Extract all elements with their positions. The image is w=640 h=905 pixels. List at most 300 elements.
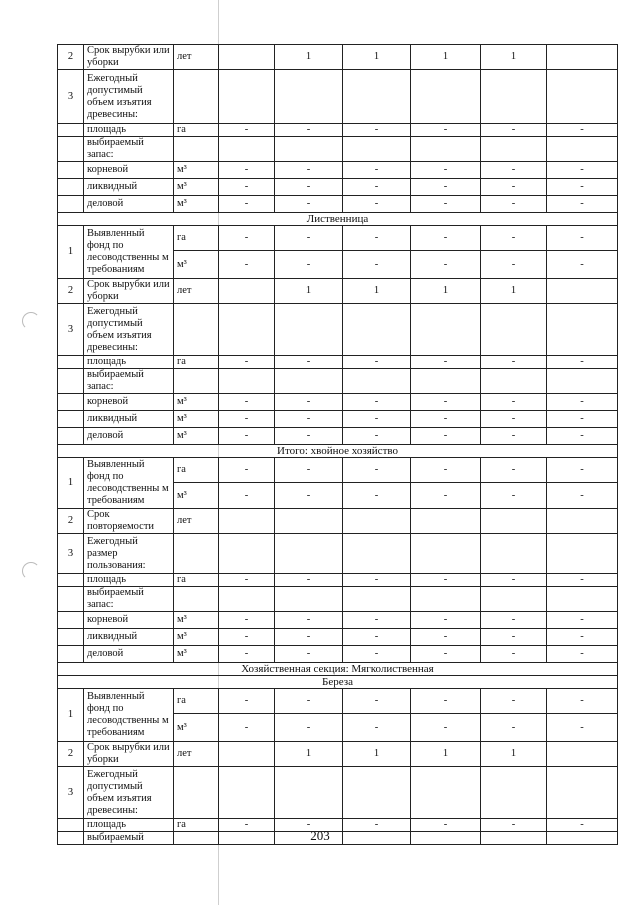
- table-row: [58, 279, 618, 304]
- row-number-cell: [58, 369, 84, 394]
- value-cell: [219, 369, 275, 394]
- value-cell: 1: [411, 45, 481, 70]
- row-number-cell: [58, 646, 84, 663]
- table-row: [58, 742, 618, 767]
- value-cell: -: [547, 226, 618, 251]
- value-cell: [219, 304, 275, 356]
- value-cell: [219, 767, 275, 819]
- indicator-name-cell: площадь: [84, 356, 174, 369]
- value-cell: [547, 509, 618, 534]
- value-cell: 1: [275, 45, 343, 70]
- value-cell: -: [411, 196, 481, 213]
- unit-cell: га: [174, 574, 219, 587]
- value-cell: [547, 304, 618, 356]
- value-cell: -: [343, 428, 411, 445]
- table-row: [58, 137, 618, 162]
- row-number-cell: [58, 196, 84, 213]
- value-cell: -: [219, 411, 275, 428]
- value-cell: -: [343, 179, 411, 196]
- value-cell: -: [275, 162, 343, 179]
- indicator-name-cell: Выявленный фонд по лесоводственны м требованиям: [84, 689, 174, 742]
- value-cell: -: [275, 819, 343, 832]
- value-cell: -: [481, 428, 547, 445]
- value-cell: -: [411, 411, 481, 428]
- unit-cell: лет: [174, 279, 219, 304]
- indicator-name-cell: площадь: [84, 819, 174, 832]
- value-cell: -: [343, 714, 411, 742]
- value-cell: [547, 767, 618, 819]
- value-cell: [343, 137, 411, 162]
- value-cell: 1: [343, 742, 411, 767]
- page-number: 203: [310, 828, 330, 843]
- value-cell: -: [275, 714, 343, 742]
- unit-cell: лет: [174, 45, 219, 70]
- value-cell: [481, 767, 547, 819]
- table-row: [58, 304, 618, 356]
- value-cell: -: [547, 196, 618, 213]
- unit-cell: м³: [174, 714, 219, 742]
- value-cell: -: [411, 458, 481, 483]
- value-cell: [411, 137, 481, 162]
- value-cell: [275, 304, 343, 356]
- indicator-name-cell: Ежегодный допустимый объем изъятия древесины:: [84, 304, 174, 356]
- value-cell: 1: [481, 742, 547, 767]
- value-cell: [481, 137, 547, 162]
- value-cell: -: [411, 428, 481, 445]
- unit-cell: [174, 767, 219, 819]
- value-cell: -: [275, 124, 343, 137]
- value-cell: [481, 304, 547, 356]
- value-cell: -: [481, 162, 547, 179]
- value-cell: -: [481, 394, 547, 411]
- value-cell: -: [219, 162, 275, 179]
- value-cell: -: [481, 819, 547, 832]
- value-cell: -: [547, 394, 618, 411]
- value-cell: -: [481, 251, 547, 279]
- value-cell: -: [481, 458, 547, 483]
- value-cell: -: [219, 356, 275, 369]
- unit-cell: м³: [174, 162, 219, 179]
- value-cell: [547, 742, 618, 767]
- indicator-name-cell: площадь: [84, 574, 174, 587]
- value-cell: [411, 767, 481, 819]
- row-number-cell: 1: [58, 458, 84, 509]
- value-cell: -: [343, 458, 411, 483]
- value-cell: [343, 509, 411, 534]
- value-cell: [275, 587, 343, 612]
- value-cell: -: [275, 483, 343, 509]
- indicator-name-cell: Выявленный фонд по лесоводственны м требованиям: [84, 458, 174, 509]
- value-cell: -: [275, 646, 343, 663]
- value-cell: [547, 534, 618, 574]
- unit-cell: м³: [174, 179, 219, 196]
- unit-cell: [174, 534, 219, 574]
- value-cell: -: [343, 629, 411, 646]
- value-cell: [343, 587, 411, 612]
- value-cell: -: [481, 612, 547, 629]
- section-title: Лиственница: [58, 213, 618, 226]
- value-cell: [219, 534, 275, 574]
- row-number-cell: 1: [58, 226, 84, 279]
- table-row: [58, 226, 618, 251]
- value-cell: -: [547, 251, 618, 279]
- value-cell: -: [481, 226, 547, 251]
- value-cell: -: [481, 411, 547, 428]
- row-number-cell: 3: [58, 304, 84, 356]
- indicator-name-cell: ликвидный: [84, 629, 174, 646]
- row-number-cell: 3: [58, 70, 84, 124]
- value-cell: [547, 70, 618, 124]
- value-cell: -: [411, 162, 481, 179]
- value-cell: 1: [411, 742, 481, 767]
- value-cell: -: [275, 629, 343, 646]
- table-row: [58, 45, 618, 70]
- row-number-cell: 2: [58, 279, 84, 304]
- row-number-cell: [58, 124, 84, 137]
- value-cell: -: [481, 483, 547, 509]
- value-cell: [219, 587, 275, 612]
- unit-cell: м³: [174, 196, 219, 213]
- value-cell: [275, 534, 343, 574]
- value-cell: -: [547, 714, 618, 742]
- row-number-cell: [58, 612, 84, 629]
- value-cell: -: [547, 356, 618, 369]
- unit-cell: га: [174, 356, 219, 369]
- value-cell: -: [547, 458, 618, 483]
- punch-hole-mark: [22, 562, 40, 580]
- value-cell: -: [411, 394, 481, 411]
- value-cell: [275, 369, 343, 394]
- section-title: Итого: хвойное хозяйство: [58, 445, 618, 458]
- value-cell: -: [275, 356, 343, 369]
- value-cell: -: [219, 819, 275, 832]
- table-row: [58, 162, 618, 179]
- table-row: [58, 574, 618, 587]
- unit-cell: м³: [174, 411, 219, 428]
- value-cell: -: [275, 458, 343, 483]
- value-cell: 1: [343, 45, 411, 70]
- indicator-name-cell: Срок вырубки или уборки: [84, 742, 174, 767]
- indicator-name-cell: выбираемый: [84, 832, 174, 845]
- section-header-row: [58, 213, 618, 226]
- indicator-name-cell: ликвидный: [84, 179, 174, 196]
- value-cell: -: [547, 574, 618, 587]
- row-number-cell: 1: [58, 689, 84, 742]
- value-cell: [481, 587, 547, 612]
- indicator-name-cell: корневой: [84, 394, 174, 411]
- unit-cell: м³: [174, 629, 219, 646]
- value-cell: -: [411, 574, 481, 587]
- value-cell: -: [343, 483, 411, 509]
- value-cell: [481, 70, 547, 124]
- row-number-cell: [58, 179, 84, 196]
- unit-cell: [174, 304, 219, 356]
- table-row: [58, 612, 618, 629]
- value-cell: [275, 70, 343, 124]
- unit-cell: га: [174, 689, 219, 714]
- table-row: [58, 534, 618, 574]
- row-number-cell: [58, 428, 84, 445]
- value-cell: -: [481, 646, 547, 663]
- value-cell: 1: [481, 279, 547, 304]
- value-cell: -: [275, 394, 343, 411]
- row-number-cell: [58, 394, 84, 411]
- value-cell: [219, 70, 275, 124]
- unit-cell: м³: [174, 251, 219, 279]
- value-cell: -: [547, 689, 618, 714]
- row-number-cell: 2: [58, 742, 84, 767]
- value-cell: -: [481, 629, 547, 646]
- table-row: [58, 356, 618, 369]
- value-cell: -: [343, 819, 411, 832]
- unit-cell: [174, 369, 219, 394]
- unit-cell: м³: [174, 612, 219, 629]
- value-cell: [411, 587, 481, 612]
- value-cell: [547, 45, 618, 70]
- value-cell: -: [547, 162, 618, 179]
- indicator-name-cell: деловой: [84, 196, 174, 213]
- indicator-name-cell: площадь: [84, 124, 174, 137]
- indicator-name-cell: ликвидный: [84, 411, 174, 428]
- indicator-name-cell: Срок вырубки или уборки: [84, 279, 174, 304]
- value-cell: -: [343, 394, 411, 411]
- row-number-cell: 2: [58, 45, 84, 70]
- value-cell: 1: [481, 45, 547, 70]
- indicator-name-cell: выбираемый запас:: [84, 137, 174, 162]
- value-cell: -: [219, 179, 275, 196]
- value-cell: -: [411, 714, 481, 742]
- table-row: [58, 767, 618, 819]
- section-header-row: [58, 445, 618, 458]
- value-cell: [411, 534, 481, 574]
- value-cell: [219, 509, 275, 534]
- value-cell: -: [343, 251, 411, 279]
- value-cell: [275, 767, 343, 819]
- value-cell: -: [343, 124, 411, 137]
- table-row: [58, 70, 618, 124]
- value-cell: -: [481, 689, 547, 714]
- value-cell: [343, 534, 411, 574]
- punch-hole-mark: [22, 312, 40, 330]
- value-cell: -: [343, 196, 411, 213]
- value-cell: [219, 279, 275, 304]
- value-cell: -: [481, 356, 547, 369]
- table-row: [58, 124, 618, 137]
- value-cell: [481, 534, 547, 574]
- table-row: [58, 196, 618, 213]
- table-row: [58, 509, 618, 534]
- table-row: [58, 411, 618, 428]
- value-cell: -: [343, 612, 411, 629]
- unit-cell: [174, 70, 219, 124]
- section-title: Береза: [58, 676, 618, 689]
- value-cell: -: [343, 574, 411, 587]
- indicator-name-cell: корневой: [84, 612, 174, 629]
- forest-use-table: [57, 44, 618, 845]
- value-cell: -: [275, 196, 343, 213]
- indicator-name-cell: деловой: [84, 428, 174, 445]
- value-cell: [547, 279, 618, 304]
- value-cell: [275, 509, 343, 534]
- value-cell: -: [219, 124, 275, 137]
- unit-cell: м³: [174, 483, 219, 509]
- row-number-cell: 2: [58, 509, 84, 534]
- value-cell: -: [219, 646, 275, 663]
- value-cell: -: [219, 574, 275, 587]
- value-cell: [343, 369, 411, 394]
- value-cell: -: [411, 251, 481, 279]
- value-cell: -: [411, 356, 481, 369]
- row-number-cell: 3: [58, 534, 84, 574]
- value-cell: 1: [411, 279, 481, 304]
- table-row: [58, 394, 618, 411]
- value-cell: -: [411, 179, 481, 196]
- value-cell: -: [343, 162, 411, 179]
- value-cell: [343, 70, 411, 124]
- row-number-cell: [58, 411, 84, 428]
- value-cell: [547, 587, 618, 612]
- value-cell: 1: [343, 279, 411, 304]
- row-number-cell: [58, 629, 84, 646]
- indicator-name-cell: выбираемый запас:: [84, 369, 174, 394]
- value-cell: -: [219, 689, 275, 714]
- value-cell: -: [547, 179, 618, 196]
- value-cell: -: [343, 411, 411, 428]
- value-cell: -: [219, 629, 275, 646]
- value-cell: -: [411, 646, 481, 663]
- value-cell: -: [343, 689, 411, 714]
- table-row: [58, 629, 618, 646]
- value-cell: -: [275, 251, 343, 279]
- value-cell: [411, 304, 481, 356]
- row-number-cell: [58, 587, 84, 612]
- unit-cell: га: [174, 226, 219, 251]
- value-cell: -: [411, 483, 481, 509]
- value-cell: -: [275, 226, 343, 251]
- value-cell: -: [219, 612, 275, 629]
- value-cell: [343, 304, 411, 356]
- row-number-cell: 3: [58, 767, 84, 819]
- unit-cell: м³: [174, 646, 219, 663]
- unit-cell: м³: [174, 428, 219, 445]
- value-cell: -: [343, 356, 411, 369]
- table-row: [58, 587, 618, 612]
- value-cell: -: [275, 689, 343, 714]
- value-cell: -: [411, 689, 481, 714]
- value-cell: -: [547, 411, 618, 428]
- value-cell: -: [481, 124, 547, 137]
- table-row: [58, 689, 618, 714]
- value-cell: [481, 509, 547, 534]
- unit-cell: м³: [174, 394, 219, 411]
- value-cell: [411, 509, 481, 534]
- value-cell: -: [547, 124, 618, 137]
- value-cell: -: [547, 612, 618, 629]
- value-cell: [481, 369, 547, 394]
- value-cell: -: [481, 179, 547, 196]
- indicator-name-cell: Срок повторяемости: [84, 509, 174, 534]
- value-cell: [411, 369, 481, 394]
- table-row: [58, 428, 618, 445]
- value-cell: -: [219, 483, 275, 509]
- value-cell: -: [275, 574, 343, 587]
- value-cell: -: [343, 226, 411, 251]
- indicator-name-cell: Ежегодный размер пользования:: [84, 534, 174, 574]
- value-cell: -: [219, 226, 275, 251]
- value-cell: [547, 137, 618, 162]
- row-number-cell: [58, 574, 84, 587]
- table-row: [58, 646, 618, 663]
- indicator-name-cell: выбираемый запас:: [84, 587, 174, 612]
- value-cell: [411, 70, 481, 124]
- value-cell: -: [547, 629, 618, 646]
- unit-cell: га: [174, 458, 219, 483]
- indicator-name-cell: деловой: [84, 646, 174, 663]
- unit-cell: лет: [174, 509, 219, 534]
- value-cell: -: [547, 646, 618, 663]
- value-cell: -: [343, 646, 411, 663]
- value-cell: [547, 369, 618, 394]
- unit-cell: га: [174, 124, 219, 137]
- value-cell: -: [275, 612, 343, 629]
- unit-cell: лет: [174, 742, 219, 767]
- indicator-name-cell: Ежегодный допустимый объем изъятия древесины:: [84, 70, 174, 124]
- value-cell: -: [219, 196, 275, 213]
- value-cell: -: [547, 428, 618, 445]
- value-cell: [343, 767, 411, 819]
- indicator-name-cell: корневой: [84, 162, 174, 179]
- value-cell: -: [547, 483, 618, 509]
- section-header-row: [58, 676, 618, 689]
- value-cell: -: [275, 428, 343, 445]
- value-cell: -: [481, 574, 547, 587]
- value-cell: -: [547, 819, 618, 832]
- value-cell: 1: [275, 742, 343, 767]
- unit-cell: [174, 137, 219, 162]
- value-cell: [219, 137, 275, 162]
- indicator-name-cell: Срок вырубки или уборки: [84, 45, 174, 70]
- indicator-name-cell: Выявленный фонд по лесоводственны м требованиям: [84, 226, 174, 279]
- value-cell: -: [411, 124, 481, 137]
- indicator-name-cell: Ежегодный допустимый объем изъятия древесины:: [84, 767, 174, 819]
- row-number-cell: [58, 356, 84, 369]
- value-cell: -: [219, 714, 275, 742]
- section-title: Хозяйственная секция: Мягколиственная: [58, 663, 618, 676]
- value-cell: [275, 137, 343, 162]
- value-cell: 1: [275, 279, 343, 304]
- unit-cell: га: [174, 819, 219, 832]
- value-cell: -: [219, 251, 275, 279]
- table-row: [58, 458, 618, 483]
- section-header-row: [58, 663, 618, 676]
- value-cell: -: [219, 428, 275, 445]
- table-row: [58, 369, 618, 394]
- value-cell: -: [275, 411, 343, 428]
- value-cell: -: [219, 394, 275, 411]
- value-cell: -: [481, 714, 547, 742]
- table-row: [58, 179, 618, 196]
- value-cell: [219, 742, 275, 767]
- value-cell: -: [411, 226, 481, 251]
- value-cell: -: [219, 458, 275, 483]
- value-cell: -: [411, 612, 481, 629]
- value-cell: -: [411, 819, 481, 832]
- value-cell: -: [481, 196, 547, 213]
- row-number-cell: [58, 137, 84, 162]
- value-cell: -: [411, 629, 481, 646]
- value-cell: [219, 45, 275, 70]
- row-number-cell: [58, 162, 84, 179]
